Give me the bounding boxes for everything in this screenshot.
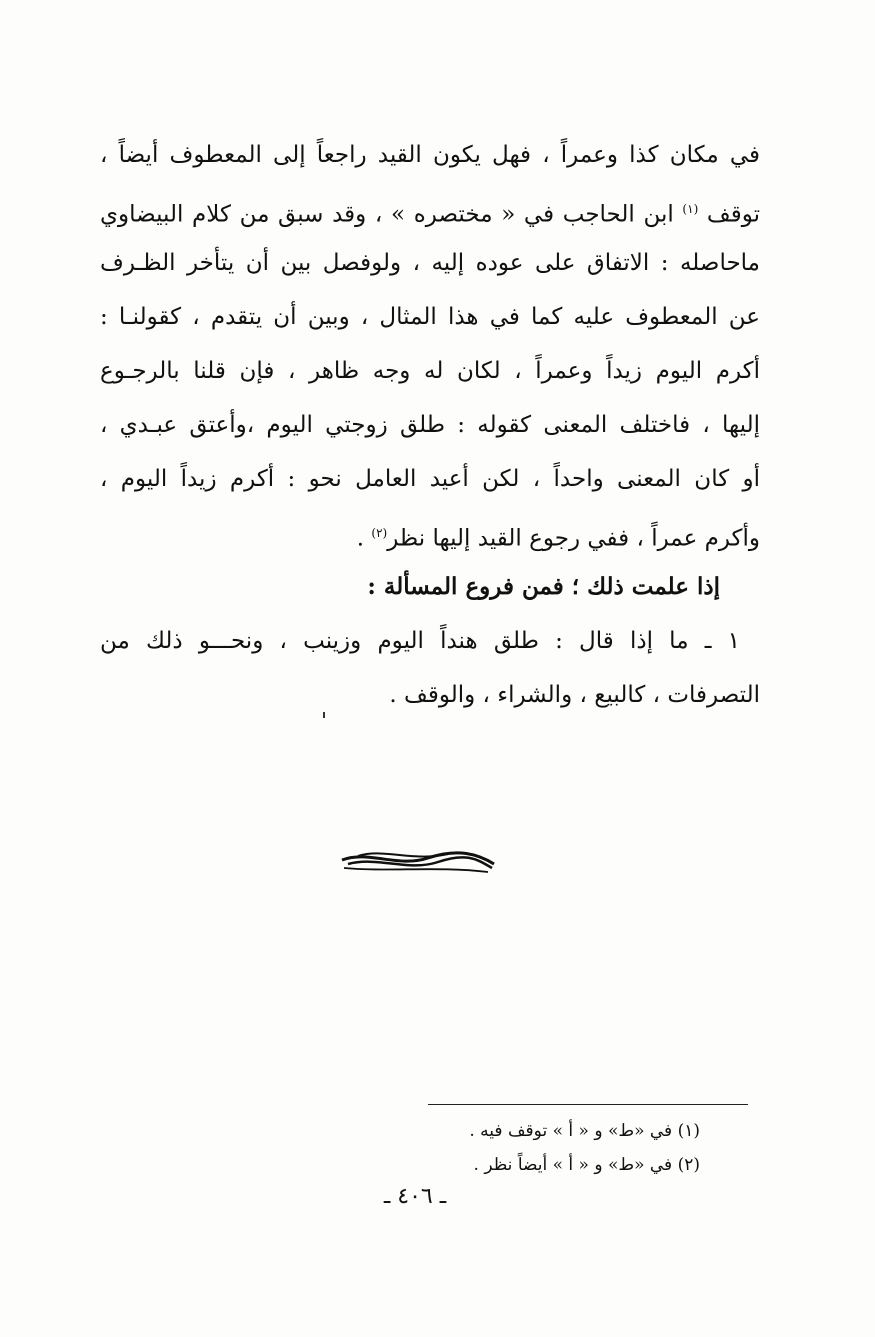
page-number: ـ ٤٠٦ ـ (383, 1184, 447, 1209)
text-line: أو كان المعنى واحداً ، لكن أعيد العامل نحو : أكرم زيداً اليوم ، (100, 466, 760, 492)
footnote-divider (428, 1104, 748, 1105)
text-segment: ابن الحاجب في « مختصره » ، وقد سبق من كلام البيضاوي (100, 201, 683, 228)
list-item-line: التصرفات ، كالبيع ، والشراء ، والوقف . (389, 682, 760, 708)
text-line: ماحاصله : الاتفاق على عوده إليه ، ولوفصل بين أن يتأخر الظـرف (100, 250, 760, 276)
text-line (100, 506, 760, 560)
period: . (356, 525, 372, 552)
footnote: (١) في «ط» و « أ » توقف فيه . (469, 1121, 700, 1141)
text-line: في مكان كذا وعمراً ، فهل يكون القيد راجعاً إلى المعطوف أيضاً ، (100, 142, 760, 168)
text-segment: توقف (698, 201, 760, 228)
text-line: عن المعطوف عليه كما في هذا المثال ، وبين أن يتقدم ، كقولنـا : (100, 304, 760, 330)
footnote: (٢) في «ط» و « أ » أيضاً نظر . (473, 1155, 700, 1175)
list-item-line: ١ ـ ما إذا قال : طلق هنداً اليوم وزينب ، ونحـــو ذلك من (100, 628, 740, 654)
text-line: أكرم اليوم زيداً وعمراً ، لكان له وجه ظاهر ، فإن قلنا بالرجـوع (100, 358, 760, 384)
body-text (100, 128, 760, 722)
footnote-ref: (٢) (371, 526, 388, 540)
footnotes (420, 1114, 700, 1182)
text-line: إليها ، فاختلف المعنى كقوله : طلق زوجتي اليوم ،وأعتق عبـدي ، (100, 412, 760, 438)
text-line (100, 182, 760, 236)
decorative-flourish-icon (338, 842, 498, 882)
stray-mark (323, 712, 325, 718)
section-heading: إذا علمت ذلك ؛ فمن فروع المسألة : (367, 573, 720, 600)
text-segment: وأكرم عمراً ، ففي رجوع القيد إليها نظر (387, 525, 760, 552)
footnote-ref: (١) (682, 202, 699, 216)
